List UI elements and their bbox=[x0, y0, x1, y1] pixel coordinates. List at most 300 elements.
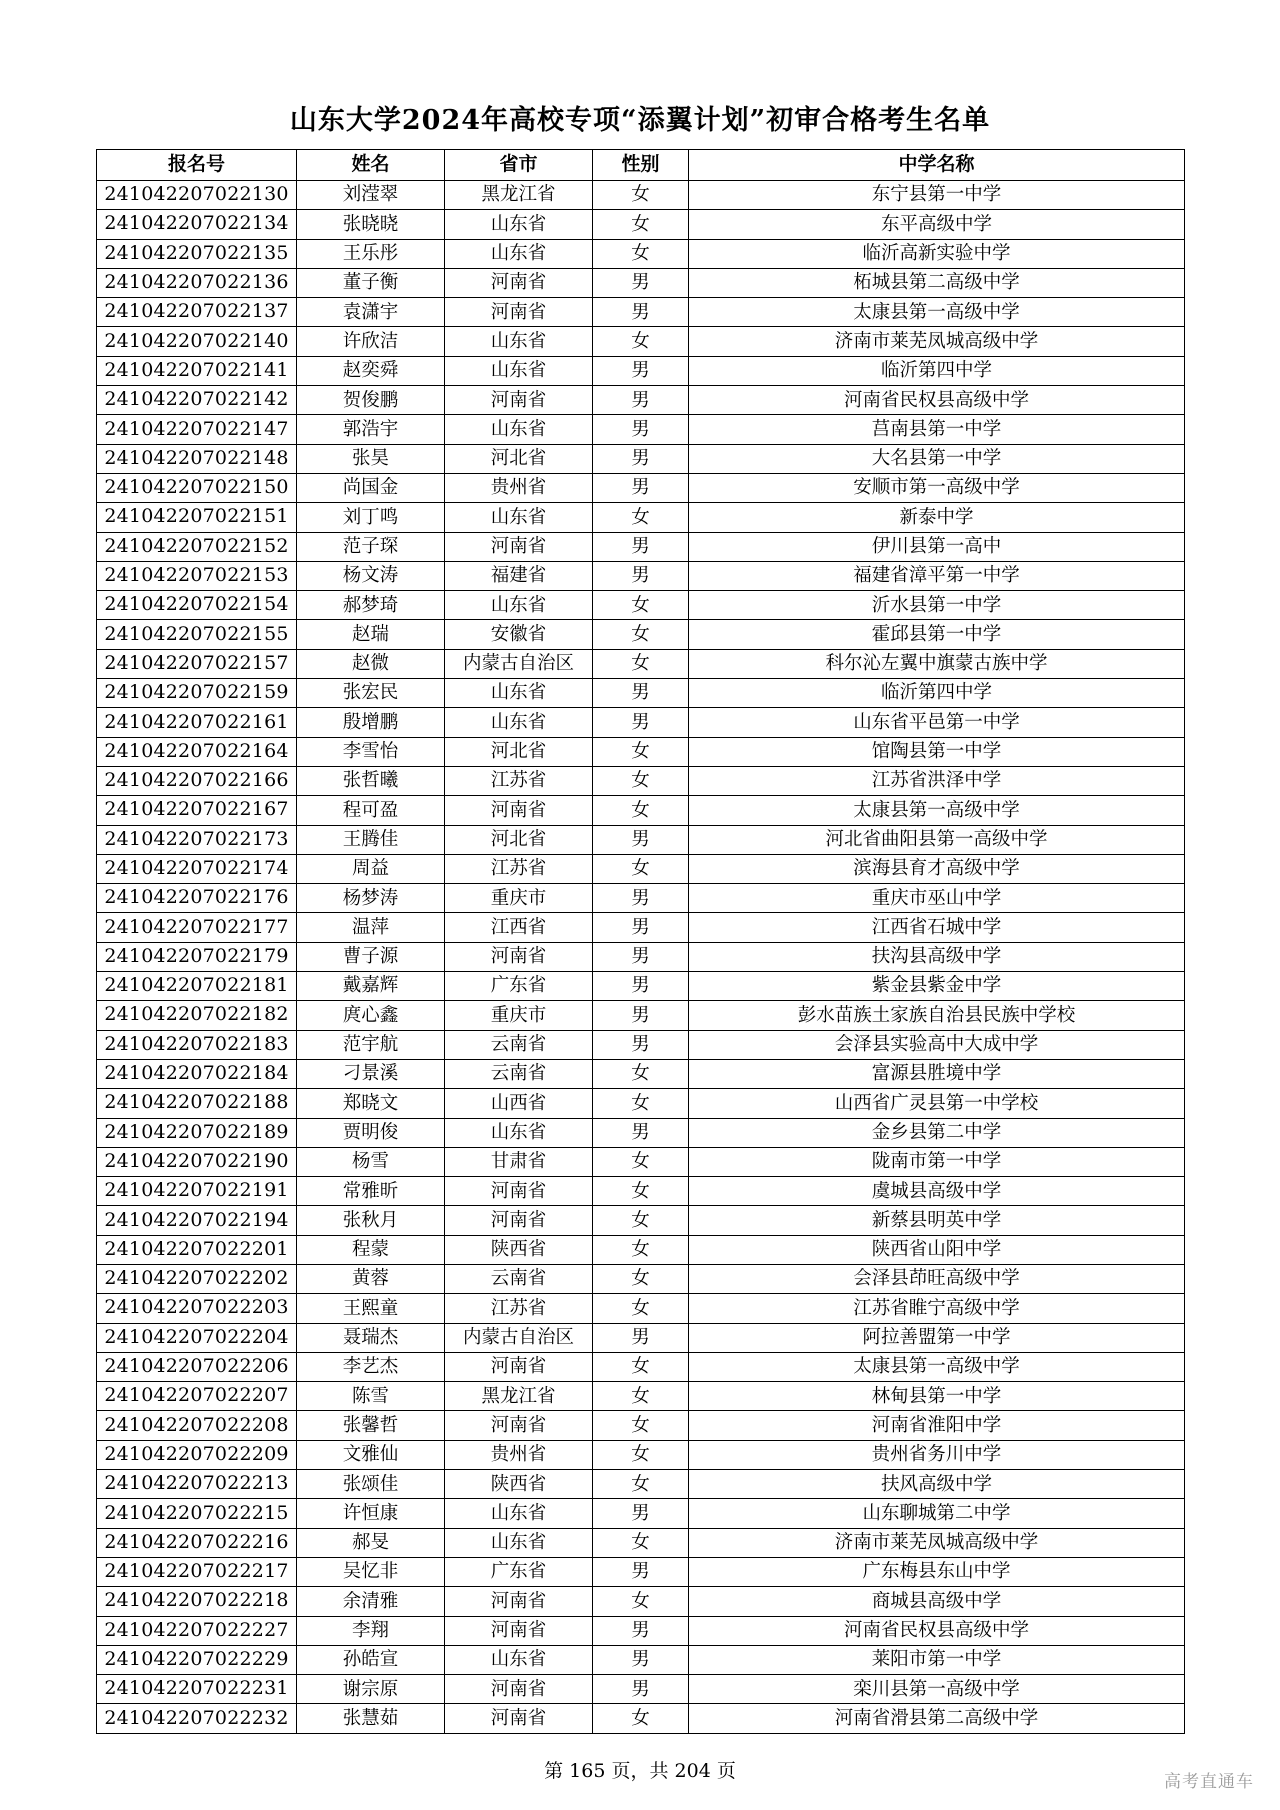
table-row bbox=[97, 1587, 1185, 1616]
cell-province: 内蒙古自治区 bbox=[445, 649, 593, 678]
table-row bbox=[97, 386, 1185, 415]
cell-registration-id: 241042207022167 bbox=[97, 796, 297, 825]
cell-province: 云南省 bbox=[445, 1030, 593, 1059]
table-header-row bbox=[97, 150, 1185, 181]
cell-gender: 男 bbox=[593, 1675, 689, 1704]
table-header bbox=[97, 150, 1185, 181]
cell-province: 山东省 bbox=[445, 679, 593, 708]
cell-school: 陇南市第一中学 bbox=[689, 1147, 1185, 1176]
cell-school: 济南市莱芜凤城高级中学 bbox=[689, 327, 1185, 356]
cell-gender: 女 bbox=[593, 854, 689, 883]
cell-province: 重庆市 bbox=[445, 884, 593, 913]
cell-name: 范子琛 bbox=[297, 532, 445, 561]
cell-registration-id: 241042207022209 bbox=[97, 1440, 297, 1469]
cell-name: 杨梦涛 bbox=[297, 884, 445, 913]
table-row bbox=[97, 942, 1185, 971]
cell-name: 谢宗原 bbox=[297, 1675, 445, 1704]
cell-gender: 男 bbox=[593, 532, 689, 561]
cell-gender: 女 bbox=[593, 210, 689, 239]
cell-registration-id: 241042207022166 bbox=[97, 766, 297, 795]
cell-province: 甘肃省 bbox=[445, 1147, 593, 1176]
cell-registration-id: 241042207022136 bbox=[97, 268, 297, 297]
cell-name: 杨雪 bbox=[297, 1147, 445, 1176]
cell-name: 余清雅 bbox=[297, 1587, 445, 1616]
cell-school: 河南省民权县高级中学 bbox=[689, 1616, 1185, 1645]
table-row bbox=[97, 444, 1185, 473]
cell-school: 河南省民权县高级中学 bbox=[689, 386, 1185, 415]
cell-name: 黄蓉 bbox=[297, 1264, 445, 1293]
cell-school: 莱阳市第一中学 bbox=[689, 1645, 1185, 1674]
cell-gender: 女 bbox=[593, 1704, 689, 1733]
cell-name: 赵微 bbox=[297, 649, 445, 678]
table-row bbox=[97, 181, 1185, 210]
cell-name: 陈雪 bbox=[297, 1382, 445, 1411]
cell-name: 郝梦琦 bbox=[297, 591, 445, 620]
cell-school: 栾川县第一高级中学 bbox=[689, 1675, 1185, 1704]
cell-name: 李艺杰 bbox=[297, 1352, 445, 1381]
cell-name: 张晓晓 bbox=[297, 210, 445, 239]
table-row bbox=[97, 620, 1185, 649]
cell-province: 江苏省 bbox=[445, 1294, 593, 1323]
cell-registration-id: 241042207022182 bbox=[97, 1001, 297, 1030]
cell-school: 会泽县茚旺高级中学 bbox=[689, 1264, 1185, 1293]
cell-name: 刁景溪 bbox=[297, 1059, 445, 1088]
cell-gender: 男 bbox=[593, 825, 689, 854]
table-row bbox=[97, 1440, 1185, 1469]
cell-name: 文雅仙 bbox=[297, 1440, 445, 1469]
table-row bbox=[97, 1177, 1185, 1206]
cell-province: 广东省 bbox=[445, 972, 593, 1001]
roster-table bbox=[96, 149, 1185, 1734]
table-row bbox=[97, 1206, 1185, 1235]
cell-gender: 女 bbox=[593, 1235, 689, 1264]
cell-registration-id: 241042207022232 bbox=[97, 1704, 297, 1733]
table-row bbox=[97, 415, 1185, 444]
cell-registration-id: 241042207022159 bbox=[97, 679, 297, 708]
table-row bbox=[97, 649, 1185, 678]
cell-province: 陕西省 bbox=[445, 1470, 593, 1499]
cell-registration-id: 241042207022161 bbox=[97, 708, 297, 737]
cell-province: 河南省 bbox=[445, 1704, 593, 1733]
cell-gender: 女 bbox=[593, 1470, 689, 1499]
cell-registration-id: 241042207022164 bbox=[97, 737, 297, 766]
cell-gender: 女 bbox=[593, 1059, 689, 1088]
table-row bbox=[97, 1352, 1185, 1381]
cell-name: 王熙童 bbox=[297, 1294, 445, 1323]
cell-name: 张慧茹 bbox=[297, 1704, 445, 1733]
table-row bbox=[97, 737, 1185, 766]
table-row bbox=[97, 1118, 1185, 1147]
cell-registration-id: 241042207022155 bbox=[97, 620, 297, 649]
cell-school: 沂水县第一中学 bbox=[689, 591, 1185, 620]
table-row bbox=[97, 1616, 1185, 1645]
cell-school: 贵州省务川中学 bbox=[689, 1440, 1185, 1469]
cell-province: 江苏省 bbox=[445, 766, 593, 795]
cell-name: 张颂佳 bbox=[297, 1470, 445, 1499]
cell-registration-id: 241042207022174 bbox=[97, 854, 297, 883]
cell-name: 刘丁鸣 bbox=[297, 503, 445, 532]
cell-school: 安顺市第一高级中学 bbox=[689, 473, 1185, 502]
table-row bbox=[97, 854, 1185, 883]
cell-province: 河南省 bbox=[445, 1411, 593, 1440]
cell-province: 山东省 bbox=[445, 415, 593, 444]
cell-school: 霍邱县第一中学 bbox=[689, 620, 1185, 649]
cell-school: 江西省石城中学 bbox=[689, 913, 1185, 942]
cell-registration-id: 241042207022190 bbox=[97, 1147, 297, 1176]
cell-registration-id: 241042207022202 bbox=[97, 1264, 297, 1293]
cell-school: 重庆市巫山中学 bbox=[689, 884, 1185, 913]
cell-province: 河北省 bbox=[445, 825, 593, 854]
cell-gender: 女 bbox=[593, 1177, 689, 1206]
cell-registration-id: 241042207022150 bbox=[97, 473, 297, 502]
cell-gender: 女 bbox=[593, 649, 689, 678]
cell-school: 林甸县第一中学 bbox=[689, 1382, 1185, 1411]
cell-province: 河南省 bbox=[445, 796, 593, 825]
cell-school: 彭水苗族土家族自治县民族中学校 bbox=[689, 1001, 1185, 1030]
cell-registration-id: 241042207022203 bbox=[97, 1294, 297, 1323]
table-row bbox=[97, 1294, 1185, 1323]
cell-name: 张哲曦 bbox=[297, 766, 445, 795]
cell-registration-id: 241042207022148 bbox=[97, 444, 297, 473]
cell-name: 张秋月 bbox=[297, 1206, 445, 1235]
cell-school: 济南市莱芜凤城高级中学 bbox=[689, 1528, 1185, 1557]
table-row bbox=[97, 1001, 1185, 1030]
table-row bbox=[97, 561, 1185, 590]
cell-province: 山东省 bbox=[445, 356, 593, 385]
cell-school: 河南省滑县第二高级中学 bbox=[689, 1704, 1185, 1733]
cell-province: 黑龙江省 bbox=[445, 1382, 593, 1411]
cell-school: 扶沟县高级中学 bbox=[689, 942, 1185, 971]
cell-registration-id: 241042207022218 bbox=[97, 1587, 297, 1616]
cell-province: 贵州省 bbox=[445, 1440, 593, 1469]
cell-gender: 男 bbox=[593, 1499, 689, 1528]
table-row bbox=[97, 591, 1185, 620]
table-row bbox=[97, 1147, 1185, 1176]
cell-school: 东平高级中学 bbox=[689, 210, 1185, 239]
cell-registration-id: 241042207022191 bbox=[97, 1177, 297, 1206]
cell-registration-id: 241042207022213 bbox=[97, 1470, 297, 1499]
table-row bbox=[97, 1264, 1185, 1293]
cell-gender: 男 bbox=[593, 1030, 689, 1059]
cell-school: 商城县高级中学 bbox=[689, 1587, 1185, 1616]
cell-school: 江苏省洪泽中学 bbox=[689, 766, 1185, 795]
cell-province: 山东省 bbox=[445, 1499, 593, 1528]
cell-name: 曹子源 bbox=[297, 942, 445, 971]
table-row bbox=[97, 327, 1185, 356]
cell-province: 山东省 bbox=[445, 239, 593, 268]
cell-gender: 男 bbox=[593, 1118, 689, 1147]
cell-gender: 男 bbox=[593, 972, 689, 1001]
table-row bbox=[97, 679, 1185, 708]
cell-school: 大名县第一中学 bbox=[689, 444, 1185, 473]
cell-province: 贵州省 bbox=[445, 473, 593, 502]
cell-name: 程蒙 bbox=[297, 1235, 445, 1264]
cell-school: 临沂第四中学 bbox=[689, 356, 1185, 385]
cell-name: 殷增鹏 bbox=[297, 708, 445, 737]
cell-gender: 男 bbox=[593, 1557, 689, 1586]
table-row bbox=[97, 356, 1185, 385]
cell-name: 聂瑞杰 bbox=[297, 1323, 445, 1352]
table-row bbox=[97, 1557, 1185, 1586]
cell-name: 张馨哲 bbox=[297, 1411, 445, 1440]
cell-province: 河北省 bbox=[445, 444, 593, 473]
cell-school: 莒南县第一中学 bbox=[689, 415, 1185, 444]
cell-name: 贺俊鹏 bbox=[297, 386, 445, 415]
cell-registration-id: 241042207022179 bbox=[97, 942, 297, 971]
table-row bbox=[97, 1470, 1185, 1499]
cell-registration-id: 241042207022188 bbox=[97, 1089, 297, 1118]
cell-registration-id: 241042207022204 bbox=[97, 1323, 297, 1352]
table-row bbox=[97, 825, 1185, 854]
cell-school: 新蔡县明英中学 bbox=[689, 1206, 1185, 1235]
table-row bbox=[97, 913, 1185, 942]
cell-province: 河南省 bbox=[445, 1675, 593, 1704]
cell-gender: 女 bbox=[593, 1352, 689, 1381]
cell-name: 张昊 bbox=[297, 444, 445, 473]
cell-province: 山西省 bbox=[445, 1089, 593, 1118]
cell-province: 山东省 bbox=[445, 708, 593, 737]
cell-school: 江苏省睢宁高级中学 bbox=[689, 1294, 1185, 1323]
table-row bbox=[97, 796, 1185, 825]
cell-name: 郑晓文 bbox=[297, 1089, 445, 1118]
cell-province: 黑龙江省 bbox=[445, 181, 593, 210]
cell-name: 郝旻 bbox=[297, 1528, 445, 1557]
cell-province: 福建省 bbox=[445, 561, 593, 590]
cell-gender: 女 bbox=[593, 1382, 689, 1411]
cell-name: 周益 bbox=[297, 854, 445, 883]
table-row bbox=[97, 1323, 1185, 1352]
cell-name: 程可盈 bbox=[297, 796, 445, 825]
cell-name: 王腾佳 bbox=[297, 825, 445, 854]
cell-registration-id: 241042207022153 bbox=[97, 561, 297, 590]
cell-registration-id: 241042207022216 bbox=[97, 1528, 297, 1557]
cell-province: 河南省 bbox=[445, 268, 593, 297]
roster-table-container bbox=[0, 149, 1280, 1734]
table-row bbox=[97, 1528, 1185, 1557]
cell-name: 王乐彤 bbox=[297, 239, 445, 268]
cell-gender: 男 bbox=[593, 913, 689, 942]
cell-name: 常雅昕 bbox=[297, 1177, 445, 1206]
cell-gender: 女 bbox=[593, 1411, 689, 1440]
cell-gender: 男 bbox=[593, 884, 689, 913]
cell-school: 河北省曲阳县第一高级中学 bbox=[689, 825, 1185, 854]
cell-name: 刘滢翠 bbox=[297, 181, 445, 210]
cell-name: 温萍 bbox=[297, 913, 445, 942]
table-row bbox=[97, 1499, 1185, 1528]
cell-name: 戴嘉辉 bbox=[297, 972, 445, 1001]
cell-registration-id: 241042207022206 bbox=[97, 1352, 297, 1381]
cell-name: 许恒康 bbox=[297, 1499, 445, 1528]
cell-province: 重庆市 bbox=[445, 1001, 593, 1030]
cell-name: 袁潇宇 bbox=[297, 298, 445, 327]
cell-gender: 男 bbox=[593, 708, 689, 737]
cell-province: 山东省 bbox=[445, 503, 593, 532]
table-row bbox=[97, 268, 1185, 297]
cell-province: 山东省 bbox=[445, 210, 593, 239]
cell-registration-id: 241042207022134 bbox=[97, 210, 297, 239]
cell-registration-id: 241042207022140 bbox=[97, 327, 297, 356]
cell-registration-id: 241042207022231 bbox=[97, 1675, 297, 1704]
cell-gender: 男 bbox=[593, 444, 689, 473]
cell-name: 李雪怡 bbox=[297, 737, 445, 766]
cell-registration-id: 241042207022130 bbox=[97, 181, 297, 210]
cell-name: 郭浩宇 bbox=[297, 415, 445, 444]
cell-gender: 女 bbox=[593, 620, 689, 649]
cell-name: 许欣洁 bbox=[297, 327, 445, 356]
cell-province: 河南省 bbox=[445, 1206, 593, 1235]
table-row bbox=[97, 1089, 1185, 1118]
table-row bbox=[97, 1030, 1185, 1059]
column-header-registration-id: 报名号 bbox=[97, 150, 297, 181]
cell-school: 虞城县高级中学 bbox=[689, 1177, 1185, 1206]
cell-school: 山东省平邑第一中学 bbox=[689, 708, 1185, 737]
cell-province: 河南省 bbox=[445, 1587, 593, 1616]
cell-school: 伊川县第一高中 bbox=[689, 532, 1185, 561]
cell-school: 福建省漳平第一中学 bbox=[689, 561, 1185, 590]
table-row bbox=[97, 1645, 1185, 1674]
cell-school: 临沂高新实验中学 bbox=[689, 239, 1185, 268]
cell-gender: 男 bbox=[593, 1323, 689, 1352]
cell-province: 安徽省 bbox=[445, 620, 593, 649]
cell-school: 扶风高级中学 bbox=[689, 1470, 1185, 1499]
cell-school: 太康县第一高级中学 bbox=[689, 1352, 1185, 1381]
cell-registration-id: 241042207022135 bbox=[97, 239, 297, 268]
cell-school: 陕西省山阳中学 bbox=[689, 1235, 1185, 1264]
cell-registration-id: 241042207022157 bbox=[97, 649, 297, 678]
cell-province: 山东省 bbox=[445, 1528, 593, 1557]
cell-school: 广东梅县东山中学 bbox=[689, 1557, 1185, 1586]
cell-province: 云南省 bbox=[445, 1264, 593, 1293]
cell-name: 庹心鑫 bbox=[297, 1001, 445, 1030]
table-row bbox=[97, 1382, 1185, 1411]
cell-registration-id: 241042207022147 bbox=[97, 415, 297, 444]
cell-province: 江苏省 bbox=[445, 854, 593, 883]
cell-registration-id: 241042207022215 bbox=[97, 1499, 297, 1528]
cell-school: 河南省淮阳中学 bbox=[689, 1411, 1185, 1440]
cell-gender: 女 bbox=[593, 766, 689, 795]
cell-province: 广东省 bbox=[445, 1557, 593, 1586]
cell-gender: 男 bbox=[593, 561, 689, 590]
cell-province: 云南省 bbox=[445, 1059, 593, 1088]
cell-registration-id: 241042207022151 bbox=[97, 503, 297, 532]
cell-school: 阿拉善盟第一中学 bbox=[689, 1323, 1185, 1352]
cell-gender: 男 bbox=[593, 1645, 689, 1674]
cell-registration-id: 241042207022189 bbox=[97, 1118, 297, 1147]
cell-registration-id: 241042207022184 bbox=[97, 1059, 297, 1088]
cell-name: 杨文涛 bbox=[297, 561, 445, 590]
cell-gender: 女 bbox=[593, 591, 689, 620]
cell-registration-id: 241042207022183 bbox=[97, 1030, 297, 1059]
cell-registration-id: 241042207022152 bbox=[97, 532, 297, 561]
cell-province: 河北省 bbox=[445, 737, 593, 766]
cell-school: 柘城县第二高级中学 bbox=[689, 268, 1185, 297]
cell-gender: 女 bbox=[593, 1294, 689, 1323]
cell-province: 山东省 bbox=[445, 327, 593, 356]
table-row bbox=[97, 1675, 1185, 1704]
cell-gender: 女 bbox=[593, 503, 689, 532]
cell-name: 董子衡 bbox=[297, 268, 445, 297]
cell-school: 山西省广灵县第一中学校 bbox=[689, 1089, 1185, 1118]
table-row bbox=[97, 708, 1185, 737]
cell-name: 张宏民 bbox=[297, 679, 445, 708]
table-row bbox=[97, 1411, 1185, 1440]
cell-gender: 女 bbox=[593, 239, 689, 268]
cell-gender: 女 bbox=[593, 1264, 689, 1293]
cell-province: 山东省 bbox=[445, 1645, 593, 1674]
cell-gender: 女 bbox=[593, 1528, 689, 1557]
cell-registration-id: 241042207022194 bbox=[97, 1206, 297, 1235]
cell-registration-id: 241042207022177 bbox=[97, 913, 297, 942]
cell-gender: 男 bbox=[593, 415, 689, 444]
cell-name: 吴忆非 bbox=[297, 1557, 445, 1586]
cell-gender: 男 bbox=[593, 298, 689, 327]
cell-province: 内蒙古自治区 bbox=[445, 1323, 593, 1352]
cell-gender: 女 bbox=[593, 1206, 689, 1235]
cell-province: 河南省 bbox=[445, 386, 593, 415]
cell-province: 山东省 bbox=[445, 1118, 593, 1147]
table-row bbox=[97, 503, 1185, 532]
cell-province: 河南省 bbox=[445, 532, 593, 561]
table-row bbox=[97, 210, 1185, 239]
cell-name: 范宇航 bbox=[297, 1030, 445, 1059]
cell-province: 江西省 bbox=[445, 913, 593, 942]
cell-school: 临沂第四中学 bbox=[689, 679, 1185, 708]
table-row bbox=[97, 1059, 1185, 1088]
cell-gender: 女 bbox=[593, 327, 689, 356]
column-header-school: 中学名称 bbox=[689, 150, 1185, 181]
cell-province: 河南省 bbox=[445, 1352, 593, 1381]
cell-name: 李翔 bbox=[297, 1616, 445, 1645]
cell-gender: 男 bbox=[593, 268, 689, 297]
cell-registration-id: 241042207022137 bbox=[97, 298, 297, 327]
cell-school: 新泰中学 bbox=[689, 503, 1185, 532]
cell-province: 山东省 bbox=[445, 591, 593, 620]
cell-gender: 女 bbox=[593, 1089, 689, 1118]
table-row bbox=[97, 473, 1185, 502]
cell-name: 孙皓宣 bbox=[297, 1645, 445, 1674]
cell-registration-id: 241042207022201 bbox=[97, 1235, 297, 1264]
table-row bbox=[97, 532, 1185, 561]
cell-gender: 男 bbox=[593, 356, 689, 385]
column-header-name: 姓名 bbox=[297, 150, 445, 181]
table-row bbox=[97, 884, 1185, 913]
table-row bbox=[97, 766, 1185, 795]
cell-gender: 男 bbox=[593, 473, 689, 502]
cell-registration-id: 241042207022227 bbox=[97, 1616, 297, 1645]
cell-name: 贾明俊 bbox=[297, 1118, 445, 1147]
cell-school: 金乡县第二中学 bbox=[689, 1118, 1185, 1147]
table-row bbox=[97, 1704, 1185, 1733]
cell-registration-id: 241042207022142 bbox=[97, 386, 297, 415]
table-row bbox=[97, 239, 1185, 268]
cell-registration-id: 241042207022208 bbox=[97, 1411, 297, 1440]
cell-gender: 女 bbox=[593, 1147, 689, 1176]
cell-gender: 男 bbox=[593, 386, 689, 415]
cell-gender: 男 bbox=[593, 1616, 689, 1645]
cell-school: 馆陶县第一中学 bbox=[689, 737, 1185, 766]
page-title: 山东大学2024年高校专项“添翼计划”初审合格考生名单 bbox=[289, 105, 991, 136]
cell-registration-id: 241042207022229 bbox=[97, 1645, 297, 1674]
cell-school: 太康县第一高级中学 bbox=[689, 298, 1185, 327]
cell-name: 尚国金 bbox=[297, 473, 445, 502]
cell-gender: 女 bbox=[593, 1440, 689, 1469]
page-footer: 第 165 页，共 204 页 bbox=[544, 1759, 736, 1782]
cell-school: 科尔沁左翼中旗蒙古族中学 bbox=[689, 649, 1185, 678]
cell-registration-id: 241042207022141 bbox=[97, 356, 297, 385]
cell-gender: 女 bbox=[593, 737, 689, 766]
cell-name: 赵瑞 bbox=[297, 620, 445, 649]
cell-name: 赵奕舜 bbox=[297, 356, 445, 385]
